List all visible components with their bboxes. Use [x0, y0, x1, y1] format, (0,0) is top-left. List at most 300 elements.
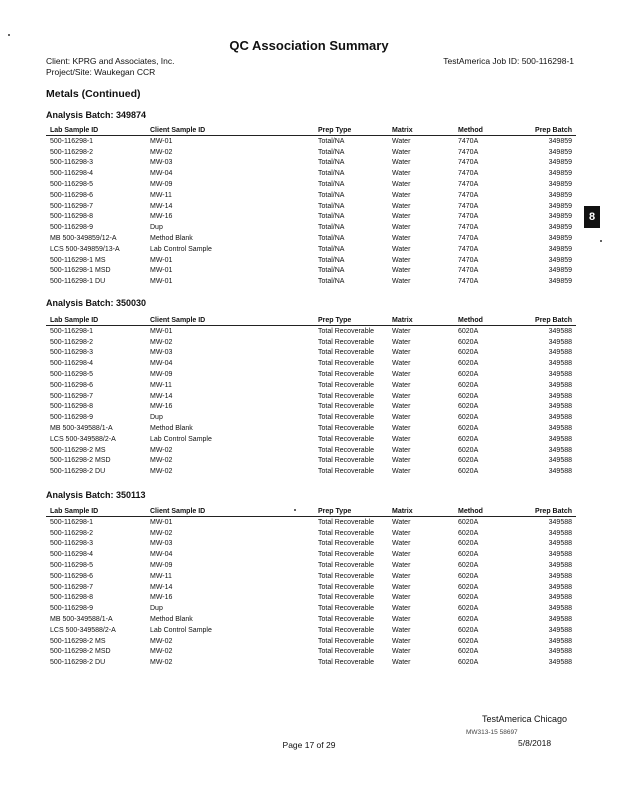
col-method: Method — [454, 506, 526, 517]
matrix-cell: Water — [392, 594, 411, 602]
method-cell: 7470A — [458, 245, 479, 253]
matrix-cell: Water — [392, 583, 411, 591]
lab-sample-id-cell: 500-116298-6 — [50, 381, 94, 389]
table-row — [46, 528, 576, 539]
matrix-cell: Water — [392, 349, 411, 357]
lab-sample-id-cell: 500-116298-4 — [50, 170, 94, 178]
table-row — [46, 201, 576, 212]
lab-sample-id-cell: 500-116298-8 — [50, 213, 94, 221]
method-cell: 6020A — [458, 435, 479, 443]
prep-type-cell: Total/NA — [318, 213, 345, 221]
col-lab-id: Lab Sample ID — [46, 125, 146, 136]
lab-sample-id-cell: 500-116298-9 — [50, 224, 94, 232]
prep-type-cell: Total Recoverable — [318, 518, 375, 526]
prep-type-cell: Total Recoverable — [318, 349, 375, 357]
col-client-id: Client Sample ID — [146, 315, 314, 326]
matrix-cell: Water — [392, 278, 411, 286]
client-sample-id-cell: MW-04 — [150, 360, 173, 368]
prep-batch-cell: 349588 — [548, 562, 572, 570]
prep-type-cell: Total/NA — [318, 245, 345, 253]
col-prep-batch: Prep Batch — [526, 506, 576, 517]
col-prep-type: Prep Type — [314, 315, 388, 326]
client-sample-id-cell: MW-11 — [150, 381, 172, 389]
scan-speck — [294, 509, 296, 511]
method-cell: 6020A — [458, 529, 479, 537]
client-sample-id-cell: Method Blank — [150, 616, 193, 624]
scan-speck — [600, 240, 602, 242]
matrix-cell: Water — [392, 626, 411, 634]
prep-type-cell: Total Recoverable — [318, 327, 375, 335]
matrix-cell: Water — [392, 202, 411, 210]
table-row — [46, 212, 576, 223]
prep-batch-cell: 349588 — [548, 392, 572, 400]
client-sample-id-cell: MW-01 — [150, 137, 173, 145]
method-cell: 7470A — [458, 181, 479, 189]
prep-type-cell: Total Recoverable — [318, 540, 375, 548]
matrix-cell: Water — [392, 224, 411, 232]
lab-sample-id-cell: 500-116298-1 DU — [50, 278, 106, 286]
client-sample-id-cell: MW-02 — [150, 457, 173, 465]
lab-sample-id-cell: 500-116298-1 — [50, 327, 94, 335]
lab-sample-id-cell: MB 500-349588/1-A — [50, 425, 113, 433]
prep-type-cell: Total Recoverable — [318, 338, 375, 346]
table-row — [46, 391, 576, 402]
matrix-cell: Water — [392, 551, 411, 559]
table-row — [46, 560, 576, 571]
col-prep-batch: Prep Batch — [526, 125, 576, 136]
prep-type-cell: Total Recoverable — [318, 529, 375, 537]
prep-batch-cell: 349859 — [548, 137, 572, 145]
col-lab-id: Lab Sample ID — [46, 506, 146, 517]
method-cell: 7470A — [458, 159, 479, 167]
prep-batch-cell: 349588 — [548, 425, 572, 433]
lab-sample-id-cell: 500-116298-7 — [50, 583, 94, 591]
prep-batch-cell: 349588 — [548, 659, 572, 667]
prep-type-cell: Total Recoverable — [318, 392, 375, 400]
lab-sample-id-cell: 500-116298-2 — [50, 148, 94, 156]
prep-batch-cell: 349859 — [548, 278, 572, 286]
table-row — [46, 369, 576, 380]
lab-sample-id-cell: 500-116298-3 — [50, 159, 94, 167]
lab-sample-id-cell: 500-116298-2 — [50, 338, 94, 346]
batch-table — [46, 315, 576, 477]
matrix-cell: Water — [392, 170, 411, 178]
prep-batch-cell: 349588 — [548, 381, 572, 389]
matrix-cell: Water — [392, 159, 411, 167]
col-prep-type: Prep Type — [314, 125, 388, 136]
matrix-cell: Water — [392, 529, 411, 537]
lab-sample-id-cell: 500-116298-4 — [50, 551, 94, 559]
method-cell: 6020A — [458, 551, 479, 559]
footer-date: 5/8/2018 — [518, 738, 552, 748]
batch-title: Analysis Batch: 350030 — [46, 298, 147, 308]
matrix-cell: Water — [392, 267, 411, 275]
batch-title: Analysis Batch: 350113 — [46, 490, 146, 500]
table-row — [46, 244, 576, 255]
prep-type-cell: Total/NA — [318, 159, 345, 167]
table-row — [46, 466, 576, 477]
client-sample-id-cell: MW-03 — [150, 540, 173, 548]
prep-type-cell: Total Recoverable — [318, 551, 375, 559]
client-sample-id-cell: MW-01 — [150, 518, 173, 526]
method-cell: 6020A — [458, 414, 479, 422]
client-sample-id-cell: MW-14 — [150, 392, 173, 400]
prep-type-cell: Total Recoverable — [318, 648, 375, 656]
table-row — [46, 434, 576, 445]
prep-batch-cell: 349859 — [548, 245, 572, 253]
matrix-cell: Water — [392, 616, 411, 624]
lab-sample-id-cell: 500-116298-1 MS — [50, 256, 106, 264]
lab-sample-id-cell: 500-116298-3 — [50, 540, 94, 548]
lab-sample-id-cell: MB 500-349588/1-A — [50, 616, 113, 624]
table-row — [46, 625, 576, 636]
matrix-cell: Water — [392, 403, 411, 411]
table-row — [46, 136, 576, 147]
page-title: QC Association Summary — [229, 38, 389, 53]
matrix-cell: Water — [392, 191, 411, 199]
method-cell: 6020A — [458, 605, 479, 613]
matrix-cell: Water — [392, 562, 411, 570]
client-sample-id-cell: MW-04 — [150, 170, 173, 178]
matrix-cell: Water — [392, 360, 411, 368]
prep-type-cell: Total Recoverable — [318, 425, 375, 433]
table-row — [46, 179, 576, 190]
client-sample-id-cell: MW-02 — [150, 529, 173, 537]
method-cell: 6020A — [458, 594, 479, 602]
matrix-cell: Water — [392, 235, 411, 243]
col-matrix: Matrix — [388, 315, 454, 326]
lab-sample-id-cell: LCS 500-349859/13-A — [50, 245, 120, 253]
prep-type-cell: Total/NA — [318, 278, 345, 286]
client-sample-id-cell: MW-01 — [150, 327, 173, 335]
client-sample-id-cell: Dup — [150, 605, 163, 613]
client-sample-id-cell: Method Blank — [150, 425, 193, 433]
batch-table — [46, 125, 576, 287]
client-sample-id-cell: Lab Control Sample — [150, 435, 212, 443]
lab-sample-id-cell: 500-116298-4 — [50, 360, 94, 368]
method-cell: 7470A — [458, 202, 479, 210]
method-cell: 7470A — [458, 278, 479, 286]
matrix-cell: Water — [392, 245, 411, 253]
table-row — [46, 348, 576, 359]
matrix-cell: Water — [392, 518, 411, 526]
prep-batch-cell: 349588 — [548, 403, 572, 411]
prep-batch-cell: 349588 — [548, 435, 572, 443]
prep-type-cell: Total Recoverable — [318, 381, 375, 389]
method-cell: 6020A — [458, 540, 479, 548]
prep-batch-cell: 349588 — [548, 626, 572, 634]
table-row — [46, 276, 576, 287]
prep-batch-cell: 349588 — [548, 648, 572, 656]
method-cell: 6020A — [458, 371, 479, 379]
method-cell: 6020A — [458, 327, 479, 335]
prep-type-cell: Total/NA — [318, 235, 345, 243]
client-sample-id-cell: MW-01 — [150, 278, 173, 286]
method-cell: 6020A — [458, 637, 479, 645]
client-sample-id-cell: MW-09 — [150, 562, 173, 570]
matrix-cell: Water — [392, 392, 411, 400]
lab-sample-id-cell: 500-116298-2 DU — [50, 659, 106, 667]
prep-type-cell: Total Recoverable — [318, 616, 375, 624]
method-cell: 6020A — [458, 360, 479, 368]
lab-sample-id-cell: 500-116298-1 — [50, 137, 94, 145]
prep-batch-cell: 349588 — [548, 360, 572, 368]
client-sample-id-cell: MW-14 — [150, 583, 173, 591]
table-row — [46, 147, 576, 158]
prep-batch-cell: 349588 — [548, 583, 572, 591]
prep-batch-cell: 349859 — [548, 181, 572, 189]
job-id: TestAmerica Job ID: 500-116298-1 — [443, 56, 574, 66]
method-cell: 6020A — [458, 468, 479, 476]
lab-sample-id-cell: 500-116298-9 — [50, 414, 94, 422]
prep-batch-cell: 349588 — [548, 371, 572, 379]
table-row — [46, 190, 576, 201]
prep-type-cell: Total Recoverable — [318, 626, 375, 634]
client-sample-id-cell: MW-11 — [150, 191, 172, 199]
table-row — [46, 326, 576, 337]
client-sample-id-cell: MW-11 — [150, 572, 172, 580]
client-sample-id-cell: MW-01 — [150, 256, 173, 264]
prep-batch-cell: 349588 — [548, 349, 572, 357]
table-row — [46, 233, 576, 244]
method-cell: 7470A — [458, 191, 479, 199]
prep-batch-cell: 349859 — [548, 256, 572, 264]
prep-batch-cell: 349588 — [548, 327, 572, 335]
prep-batch-cell: 349588 — [548, 518, 572, 526]
client-sample-id-cell: MW-02 — [150, 637, 173, 645]
matrix-cell: Water — [392, 256, 411, 264]
client-sample-id-cell: MW-02 — [150, 338, 173, 346]
lab-sample-id-cell: 500-116298-2 MS — [50, 637, 106, 645]
method-cell: 7470A — [458, 170, 479, 178]
prep-type-cell: Total Recoverable — [318, 457, 375, 465]
lab-sample-id-cell: 500-116298-6 — [50, 191, 94, 199]
prep-type-cell: Total/NA — [318, 224, 345, 232]
prep-batch-cell: 349859 — [548, 191, 572, 199]
footer-lab-name: TestAmerica Chicago — [482, 714, 568, 724]
matrix-cell: Water — [392, 425, 411, 433]
lab-sample-id-cell: 500-116298-2 MS — [50, 446, 106, 454]
prep-batch-cell: 349588 — [548, 605, 572, 613]
table-header-row — [46, 315, 576, 326]
table-row — [46, 358, 576, 369]
section-tab: 8 — [584, 206, 600, 228]
client-sample-id-cell: MW-02 — [150, 468, 173, 476]
col-client-id: Client Sample ID — [146, 506, 314, 517]
lab-sample-id-cell: 500-116298-5 — [50, 371, 94, 379]
lab-sample-id-cell: 500-116298-5 — [50, 562, 94, 570]
client-sample-id-cell: Dup — [150, 224, 163, 232]
prep-type-cell: Total Recoverable — [318, 583, 375, 591]
client-sample-id-cell: MW-01 — [150, 267, 173, 275]
matrix-cell: Water — [392, 181, 411, 189]
prep-batch-cell: 349859 — [548, 213, 572, 221]
table-row — [46, 412, 576, 423]
matrix-cell: Water — [392, 648, 411, 656]
method-cell: 7470A — [458, 224, 479, 232]
prep-batch-cell: 349588 — [548, 457, 572, 465]
matrix-cell: Water — [392, 338, 411, 346]
client-line: Client: KPRG and Associates, Inc. — [46, 56, 175, 66]
page-number: Page 17 of 29 — [282, 740, 336, 750]
prep-batch-cell: 349859 — [548, 159, 572, 167]
prep-batch-cell: 349588 — [548, 529, 572, 537]
prep-type-cell: Total Recoverable — [318, 360, 375, 368]
method-cell: 6020A — [458, 518, 479, 526]
client-sample-id-cell: MW-02 — [150, 659, 173, 667]
lab-sample-id-cell: 500-116298-7 — [50, 202, 94, 210]
prep-batch-cell: 349588 — [548, 572, 572, 580]
prep-batch-cell: 349859 — [548, 202, 572, 210]
method-cell: 6020A — [458, 457, 479, 465]
col-prep-batch: Prep Batch — [526, 315, 576, 326]
col-matrix: Matrix — [388, 125, 454, 136]
col-lab-id: Lab Sample ID — [46, 315, 146, 326]
matrix-cell: Water — [392, 468, 411, 476]
method-cell: 6020A — [458, 626, 479, 634]
prep-batch-cell: 349588 — [548, 338, 572, 346]
prep-type-cell: Total/NA — [318, 202, 345, 210]
lab-sample-id-cell: 500-116298-2 DU — [50, 468, 106, 476]
table-row — [46, 647, 576, 658]
col-method: Method — [454, 125, 526, 136]
client-sample-id-cell: Lab Control Sample — [150, 626, 212, 634]
col-client-id: Client Sample ID — [146, 125, 314, 136]
table-row — [46, 582, 576, 593]
matrix-cell: Water — [392, 148, 411, 156]
client-sample-id-cell: MW-02 — [150, 148, 173, 156]
prep-type-cell: Total Recoverable — [318, 605, 375, 613]
matrix-cell: Water — [392, 137, 411, 145]
table-row — [46, 337, 576, 348]
prep-type-cell: Total Recoverable — [318, 572, 375, 580]
table-row — [46, 402, 576, 413]
table-row — [46, 445, 576, 456]
prep-batch-cell: 349859 — [548, 235, 572, 243]
method-cell: 6020A — [458, 648, 479, 656]
prep-type-cell: Total Recoverable — [318, 446, 375, 454]
lab-sample-id-cell: 500-116298-1 MSD — [50, 267, 111, 275]
client-sample-id-cell: Lab Control Sample — [150, 245, 212, 253]
lab-sample-id-cell: 500-116298-2 MSD — [50, 457, 111, 465]
col-method: Method — [454, 315, 526, 326]
method-cell: 7470A — [458, 213, 479, 221]
method-cell: 7470A — [458, 137, 479, 145]
method-cell: 6020A — [458, 583, 479, 591]
table-row — [46, 222, 576, 233]
prep-type-cell: Total Recoverable — [318, 371, 375, 379]
method-cell: 6020A — [458, 349, 479, 357]
lab-sample-id-cell: 500-116298-1 — [50, 518, 94, 526]
table-row — [46, 657, 576, 668]
method-cell: 7470A — [458, 148, 479, 156]
matrix-cell: Water — [392, 381, 411, 389]
prep-type-cell: Total/NA — [318, 137, 345, 145]
lab-sample-id-cell: MB 500-349859/12-A — [50, 235, 117, 243]
matrix-cell: Water — [392, 435, 411, 443]
prep-type-cell: Total/NA — [318, 267, 345, 275]
client-sample-id-cell: MW-14 — [150, 202, 173, 210]
footer-code: MW313-15 58697 — [466, 729, 518, 736]
method-cell: 6020A — [458, 425, 479, 433]
col-matrix: Matrix — [388, 506, 454, 517]
matrix-cell: Water — [392, 457, 411, 465]
prep-batch-cell: 349588 — [548, 551, 572, 559]
method-cell: 6020A — [458, 572, 479, 580]
client-sample-id-cell: MW-16 — [150, 594, 173, 602]
table-row — [46, 571, 576, 582]
client-sample-id-cell: MW-09 — [150, 371, 173, 379]
client-sample-id-cell: Dup — [150, 414, 163, 422]
prep-type-cell: Total/NA — [318, 191, 345, 199]
matrix-cell: Water — [392, 414, 411, 422]
method-cell: 7470A — [458, 256, 479, 264]
table-header-row — [46, 125, 576, 136]
prep-batch-cell: 349859 — [548, 224, 572, 232]
lab-sample-id-cell: 500-116298-8 — [50, 594, 94, 602]
method-cell: 6020A — [458, 616, 479, 624]
lab-sample-id-cell: 500-116298-2 — [50, 529, 94, 537]
table-row — [46, 636, 576, 647]
prep-type-cell: Total Recoverable — [318, 468, 375, 476]
lab-sample-id-cell: 500-116298-7 — [50, 392, 94, 400]
lab-sample-id-cell: LCS 500-349588/2-A — [50, 435, 116, 443]
client-sample-id-cell: MW-16 — [150, 213, 173, 221]
prep-batch-cell: 349859 — [548, 148, 572, 156]
matrix-cell: Water — [392, 446, 411, 454]
table-row — [46, 255, 576, 266]
batch-title: Analysis Batch: 349874 — [46, 110, 147, 120]
lab-sample-id-cell: 500-116298-2 MSD — [50, 648, 111, 656]
client-sample-id-cell: MW-02 — [150, 446, 173, 454]
table-header-row — [46, 506, 576, 517]
matrix-cell: Water — [392, 572, 411, 580]
client-sample-id-cell: MW-02 — [150, 648, 173, 656]
client-sample-id-cell: MW-03 — [150, 349, 173, 357]
method-cell: 6020A — [458, 381, 479, 389]
lab-sample-id-cell: 500-116298-3 — [50, 349, 94, 357]
method-cell: 7470A — [458, 235, 479, 243]
method-cell: 6020A — [458, 403, 479, 411]
method-cell: 6020A — [458, 659, 479, 667]
lab-sample-id-cell: LCS 500-349588/2-A — [50, 626, 116, 634]
section-title: Metals (Continued) — [46, 88, 141, 100]
table-row — [46, 456, 576, 467]
method-cell: 6020A — [458, 446, 479, 454]
prep-batch-cell: 349588 — [548, 414, 572, 422]
table-row — [46, 593, 576, 604]
lab-sample-id-cell: 500-116298-9 — [50, 605, 94, 613]
table-row — [46, 158, 576, 169]
table-row — [46, 603, 576, 614]
matrix-cell: Water — [392, 605, 411, 613]
matrix-cell: Water — [392, 637, 411, 645]
prep-type-cell: Total/NA — [318, 170, 345, 178]
prep-batch-cell: 349859 — [548, 170, 572, 178]
client-sample-id-cell: MW-09 — [150, 181, 173, 189]
prep-batch-cell: 349588 — [548, 446, 572, 454]
client-sample-id-cell: MW-03 — [150, 159, 173, 167]
prep-batch-cell: 349588 — [548, 468, 572, 476]
prep-type-cell: Total Recoverable — [318, 435, 375, 443]
table-row — [46, 266, 576, 277]
matrix-cell: Water — [392, 213, 411, 221]
method-cell: 6020A — [458, 338, 479, 346]
prep-batch-cell: 349588 — [548, 616, 572, 624]
prep-type-cell: Total/NA — [318, 256, 345, 264]
table-row — [46, 614, 576, 625]
prep-type-cell: Total Recoverable — [318, 414, 375, 422]
